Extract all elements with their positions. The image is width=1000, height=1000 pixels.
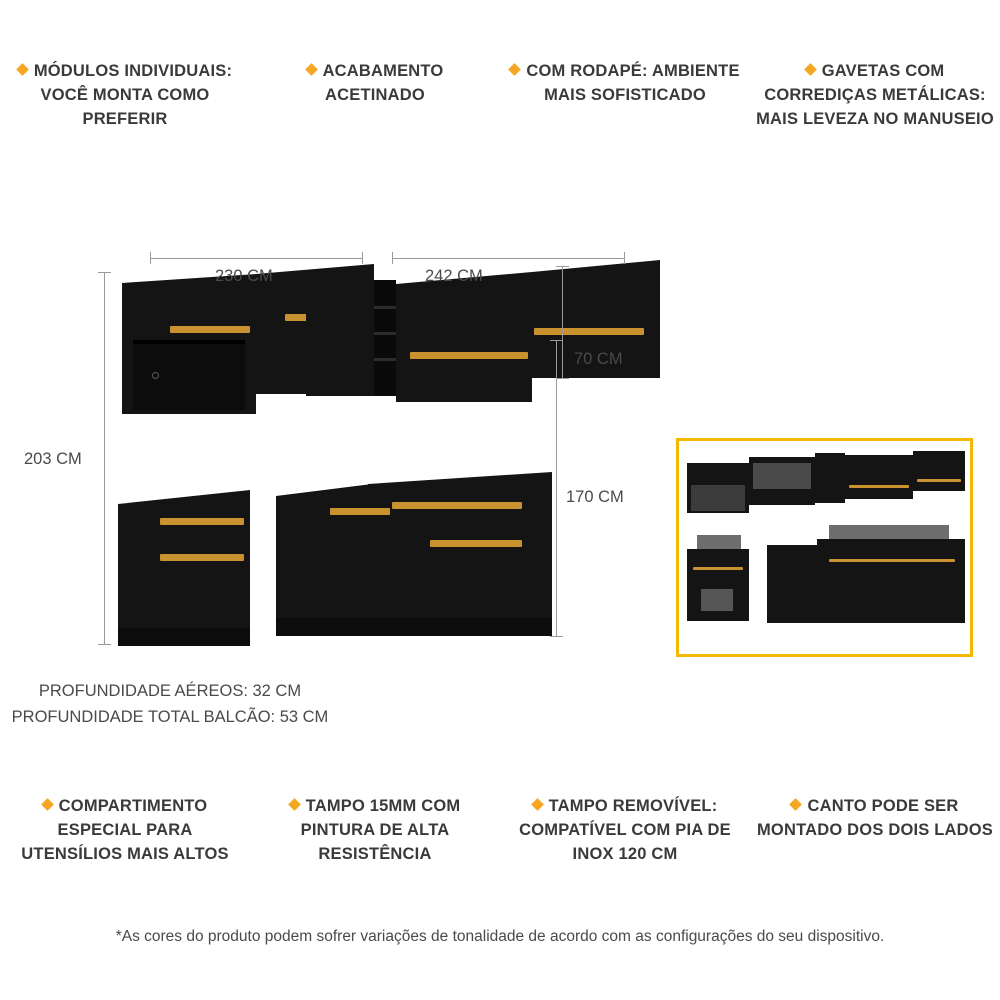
product-diagram [0, 240, 1000, 760]
feature-item [0, 60, 250, 132]
handle-door [430, 540, 522, 547]
handle-drawer-bottom [160, 554, 244, 561]
diamond-bullet-icon [804, 63, 817, 76]
dimension-leader [150, 258, 362, 259]
diamond-bullet-icon [790, 798, 803, 811]
shelf-line [374, 306, 396, 309]
upper-cabinet-left-inner [133, 344, 245, 410]
footnote: *As cores do produto podem sofrer variações de tonalidade de acordo com as configurações do seu dispositivo. [115, 928, 885, 945]
upper-cabinet-corner-shelves [374, 280, 396, 396]
dimension-tick [624, 252, 625, 264]
photo-upper-right-end [913, 451, 965, 491]
handle-worktop-left [330, 508, 390, 515]
photo-handle [917, 479, 961, 482]
handle-drawer-top [160, 518, 244, 525]
base-cabinet-left-plinth [118, 628, 250, 646]
dimension-leader [392, 258, 624, 259]
base-cabinet-left [118, 490, 250, 635]
dimension-tick [98, 644, 111, 645]
feature-item [250, 795, 500, 867]
feature-item [750, 795, 1000, 867]
feature-label: COMPARTIMENTO ESPECIAL PARA UTENSÍLIOS MAIS ALTOS [21, 797, 229, 863]
photo-base-right [817, 539, 965, 623]
shelf-line [374, 358, 396, 361]
feature-label: ACABAMENTO ACETINADO [322, 62, 444, 104]
shelf-line [374, 332, 396, 335]
dimension-tick [556, 266, 569, 267]
photo-countertop-items [829, 525, 949, 539]
feature-label: COM RODAPÉ: AMBIENTE MAIS SOFISTICADO [526, 62, 740, 104]
dimension-tick [556, 378, 569, 379]
feature-label: MÓDULOS INDIVIDUAIS: VOCÊ MONTA COMO PREFERIR [33, 62, 233, 128]
diamond-bullet-icon [288, 798, 301, 811]
dimension-leader [556, 340, 557, 636]
photo-handle [849, 485, 909, 488]
base-cabinet-corner [276, 484, 372, 636]
dimension-tick [150, 252, 151, 264]
product-photo-inset [676, 438, 973, 657]
diamond-bullet-icon [531, 798, 544, 811]
dimension-leader [562, 266, 563, 378]
handle [410, 352, 528, 359]
feature-label: CANTO PODE SER MONTADO DOS DOIS LADOS [756, 797, 993, 839]
photo-upper-corner [815, 453, 845, 503]
feature-item [0, 795, 250, 867]
base-cabinet-plinth [276, 618, 552, 636]
feature-label: TAMPO REMOVÍVEL: COMPATÍVEL COM PIA DE INOX 120 CM [519, 797, 731, 863]
diamond-bullet-icon [305, 63, 318, 76]
photo-handle [693, 567, 743, 570]
dimension-leader [104, 272, 105, 644]
features-bottom [0, 795, 1000, 867]
diamond-bullet-icon [41, 798, 54, 811]
handle [534, 328, 644, 335]
dimension-tick [98, 272, 111, 273]
feature-item [500, 795, 750, 867]
feature-item [500, 60, 750, 132]
diamond-bullet-icon [508, 63, 521, 76]
photo-upper-mid-glass [753, 463, 811, 489]
feature-label: GAVETAS COM CORREDIÇAS METÁLICAS: MAIS LEVEZA NO MANUSEIO [756, 62, 994, 128]
depth-note-uppers: PROFUNDIDADE AÉREOS: 32 CM [38, 682, 302, 700]
dimension-top-right: 242 CM [425, 267, 483, 285]
features-top [0, 60, 1000, 132]
photo-upper-right [845, 455, 913, 499]
feature-label: TAMPO 15MM COM PINTURA DE ALTA RESISTÊNCIA [300, 797, 461, 863]
handle [170, 326, 250, 333]
photo-upper-left-interior [691, 485, 745, 511]
depth-note-base: PROFUNDIDADE TOTAL BALCÃO: 53 CM [11, 708, 329, 726]
dimension-tick [392, 252, 393, 264]
dimension-height-right: 170 CM [566, 488, 624, 506]
feature-item [250, 60, 500, 132]
handle-worktop-right [392, 502, 522, 509]
led-dot-icon [152, 372, 159, 379]
upper-cabinet-right-run [396, 272, 532, 402]
base-cabinet-right [368, 472, 552, 636]
dimension-tick [550, 636, 563, 637]
dimension-tick [362, 252, 363, 264]
photo-handle [829, 559, 955, 562]
diamond-bullet-icon [16, 63, 29, 76]
dimension-total-height: 203 CM [24, 450, 82, 468]
photo-countertop-items-left [697, 535, 741, 549]
photo-base-corner [767, 545, 817, 623]
feature-item [750, 60, 1000, 132]
dimension-upper-height: 70 CM [574, 350, 623, 368]
photo-appliance [701, 589, 733, 611]
dimension-top-left: 230 CM [215, 267, 273, 285]
